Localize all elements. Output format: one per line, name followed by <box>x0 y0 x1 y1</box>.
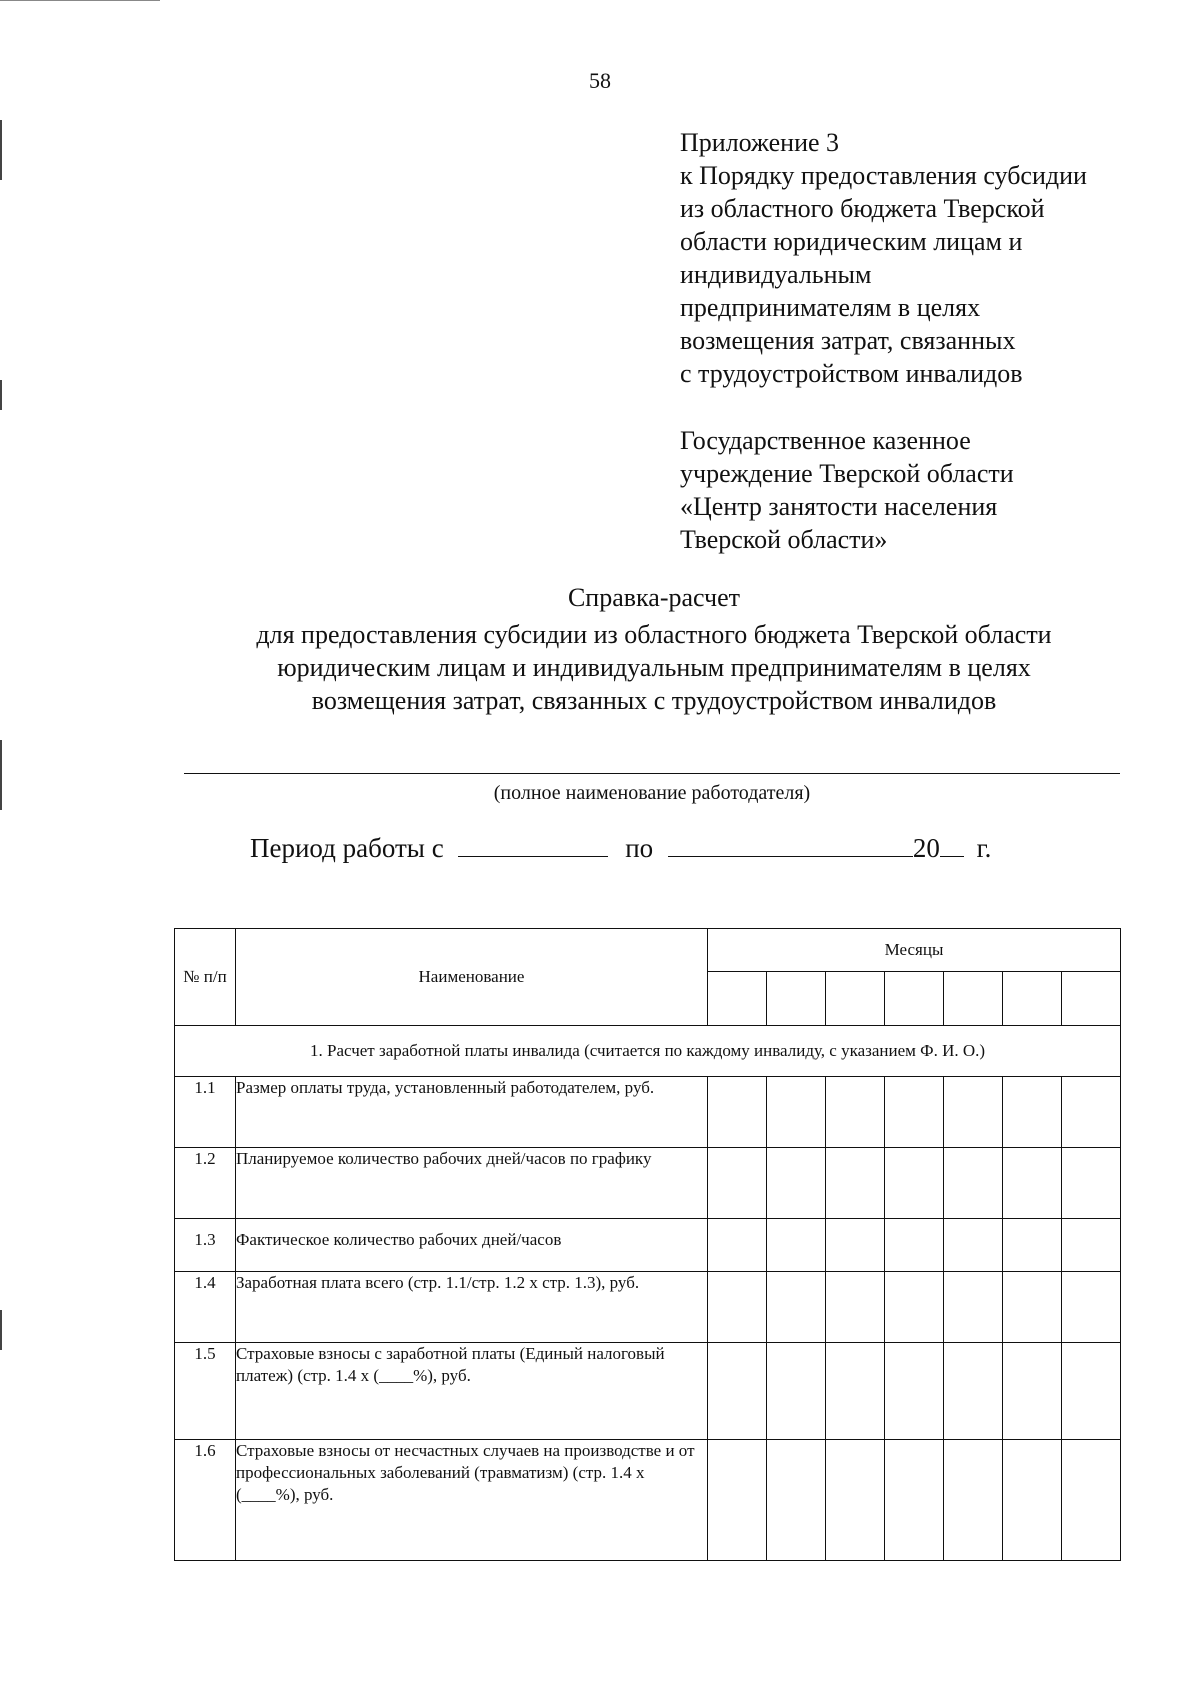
value-cell[interactable] <box>826 1272 885 1343</box>
period-prefix: Период работы с <box>250 833 444 863</box>
value-cell[interactable] <box>1062 1272 1121 1343</box>
recipient-line: учреждение Тверской области <box>680 459 1014 488</box>
value-cell[interactable] <box>826 1148 885 1219</box>
month-header-cell[interactable] <box>1062 972 1121 1026</box>
value-cell[interactable] <box>826 1219 885 1272</box>
row-number: 1.1 <box>175 1077 236 1148</box>
value-cell[interactable] <box>885 1343 944 1440</box>
value-cell[interactable] <box>767 1440 826 1561</box>
value-cell[interactable] <box>708 1219 767 1272</box>
section-heading: 1. Расчет заработной платы инвалида (считается по каждому инвалиду, с указанием Ф. И. О.) <box>175 1026 1121 1077</box>
row-number: 1.5 <box>175 1343 236 1440</box>
value-cell[interactable] <box>885 1148 944 1219</box>
month-header-cell[interactable] <box>767 972 826 1026</box>
row-number: 1.6 <box>175 1440 236 1561</box>
value-cell[interactable] <box>885 1272 944 1343</box>
period-start-field[interactable] <box>458 832 608 857</box>
value-cell[interactable] <box>885 1440 944 1561</box>
row-name: Планируемое количество рабочих дней/часов по графику <box>236 1148 708 1219</box>
period-end-field[interactable] <box>668 832 913 857</box>
employer-name-field[interactable] <box>184 773 1120 774</box>
value-cell[interactable] <box>767 1077 826 1148</box>
row-name: Заработная плата всего (стр. 1.1/стр. 1.2 х стр. 1.3), руб. <box>236 1272 708 1343</box>
value-cell[interactable] <box>885 1077 944 1148</box>
value-cell[interactable] <box>1003 1440 1062 1561</box>
recipient-line: «Центр занятости населения <box>680 492 998 521</box>
value-cell[interactable] <box>944 1272 1003 1343</box>
value-cell[interactable] <box>708 1440 767 1561</box>
value-cell[interactable] <box>767 1272 826 1343</box>
recipient-line: Государственное казенное <box>680 426 971 455</box>
value-cell[interactable] <box>767 1219 826 1272</box>
appendix-line: предпринимателям в целях <box>680 293 981 322</box>
scan-edge-mark <box>0 740 2 810</box>
appendix-block <box>680 126 1140 390</box>
header-months: Месяцы <box>708 929 1121 972</box>
appendix-line: возмещения затрат, связанных <box>680 326 1016 355</box>
month-header-cell[interactable] <box>885 972 944 1026</box>
scan-edge-mark <box>0 0 160 1</box>
month-header-cell[interactable] <box>1003 972 1062 1026</box>
header-name: Наименование <box>236 929 708 1026</box>
row-number: 1.2 <box>175 1148 236 1219</box>
value-cell[interactable] <box>708 1272 767 1343</box>
row-name: Размер оплаты труда, установленный работодателем, руб. <box>236 1077 708 1148</box>
value-cell[interactable] <box>944 1077 1003 1148</box>
appendix-line: индивидуальным <box>680 260 872 289</box>
appendix-line: Приложение 3 <box>680 128 840 157</box>
scan-edge-mark <box>0 380 2 410</box>
value-cell[interactable] <box>1062 1219 1121 1272</box>
scan-edge-mark <box>0 120 2 180</box>
value-cell[interactable] <box>944 1343 1003 1440</box>
period-year-field[interactable] <box>940 832 964 857</box>
table-row <box>175 1219 1121 1272</box>
value-cell[interactable] <box>1062 1343 1121 1440</box>
table-row <box>175 1077 1121 1148</box>
document-subtitle <box>100 618 1200 717</box>
row-number: 1.4 <box>175 1272 236 1343</box>
value-cell[interactable] <box>767 1343 826 1440</box>
recipient-block <box>680 424 1140 556</box>
value-cell[interactable] <box>1003 1343 1062 1440</box>
value-cell[interactable] <box>1062 1077 1121 1148</box>
value-cell[interactable] <box>708 1343 767 1440</box>
value-cell[interactable] <box>944 1440 1003 1561</box>
row-name: Фактическое количество рабочих дней/часов <box>236 1219 708 1272</box>
value-cell[interactable] <box>708 1077 767 1148</box>
header-num: № п/п <box>175 929 236 1026</box>
period-year-prefix: 20 <box>912 833 940 863</box>
value-cell[interactable] <box>1062 1148 1121 1219</box>
appendix-line: области юридическим лицам и <box>680 227 1023 256</box>
value-cell[interactable] <box>944 1219 1003 1272</box>
table-row <box>175 1148 1121 1219</box>
table-row <box>175 1343 1121 1440</box>
value-cell[interactable] <box>826 1343 885 1440</box>
month-header-cell[interactable] <box>944 972 1003 1026</box>
page-number: 58 <box>589 68 611 93</box>
value-cell[interactable] <box>885 1219 944 1272</box>
period-middle: по <box>625 833 654 863</box>
period-line <box>250 832 991 864</box>
row-name: Страховые взносы от несчастных случаев на производстве и от профессиональных заболеваний (травматизм) (стр. 1.4 х (____%), руб. <box>236 1440 708 1561</box>
value-cell[interactable] <box>1062 1440 1121 1561</box>
employer-caption: (полное наименование работодателя) <box>493 782 811 804</box>
appendix-line: с трудоустройством инвалидов <box>680 359 1023 388</box>
scan-edge-mark <box>0 1310 2 1350</box>
appendix-line: к Порядку предоставления субсидии <box>680 161 1087 190</box>
value-cell[interactable] <box>1003 1219 1062 1272</box>
month-header-cell[interactable] <box>826 972 885 1026</box>
value-cell[interactable] <box>1003 1077 1062 1148</box>
subtitle-line: возмещения затрат, связанных с трудоустройством инвалидов <box>311 686 997 715</box>
document-title: Справка-расчет <box>567 583 741 612</box>
value-cell[interactable] <box>826 1440 885 1561</box>
table-row <box>175 1272 1121 1343</box>
value-cell[interactable] <box>1003 1148 1062 1219</box>
value-cell[interactable] <box>767 1148 826 1219</box>
subtitle-line: для предоставления субсидии из областного бюджета Тверской области <box>256 620 1052 649</box>
period-suffix: г. <box>976 833 992 863</box>
subtitle-line: юридическим лицам и индивидуальным предпринимателям в целях <box>277 653 1031 682</box>
row-name: Страховые взносы с заработной платы (Единый налоговый платеж) (стр. 1.4 х (____%), руб. <box>236 1343 708 1440</box>
value-cell[interactable] <box>708 1148 767 1219</box>
calculation-table <box>174 928 1121 1561</box>
appendix-line: из областного бюджета Тверской <box>680 194 1045 223</box>
month-header-cell[interactable] <box>708 972 767 1026</box>
recipient-line: Тверской области» <box>680 525 888 554</box>
row-number: 1.3 <box>175 1219 236 1272</box>
value-cell[interactable] <box>826 1077 885 1148</box>
value-cell[interactable] <box>1003 1272 1062 1343</box>
table-row <box>175 1440 1121 1561</box>
value-cell[interactable] <box>944 1148 1003 1219</box>
